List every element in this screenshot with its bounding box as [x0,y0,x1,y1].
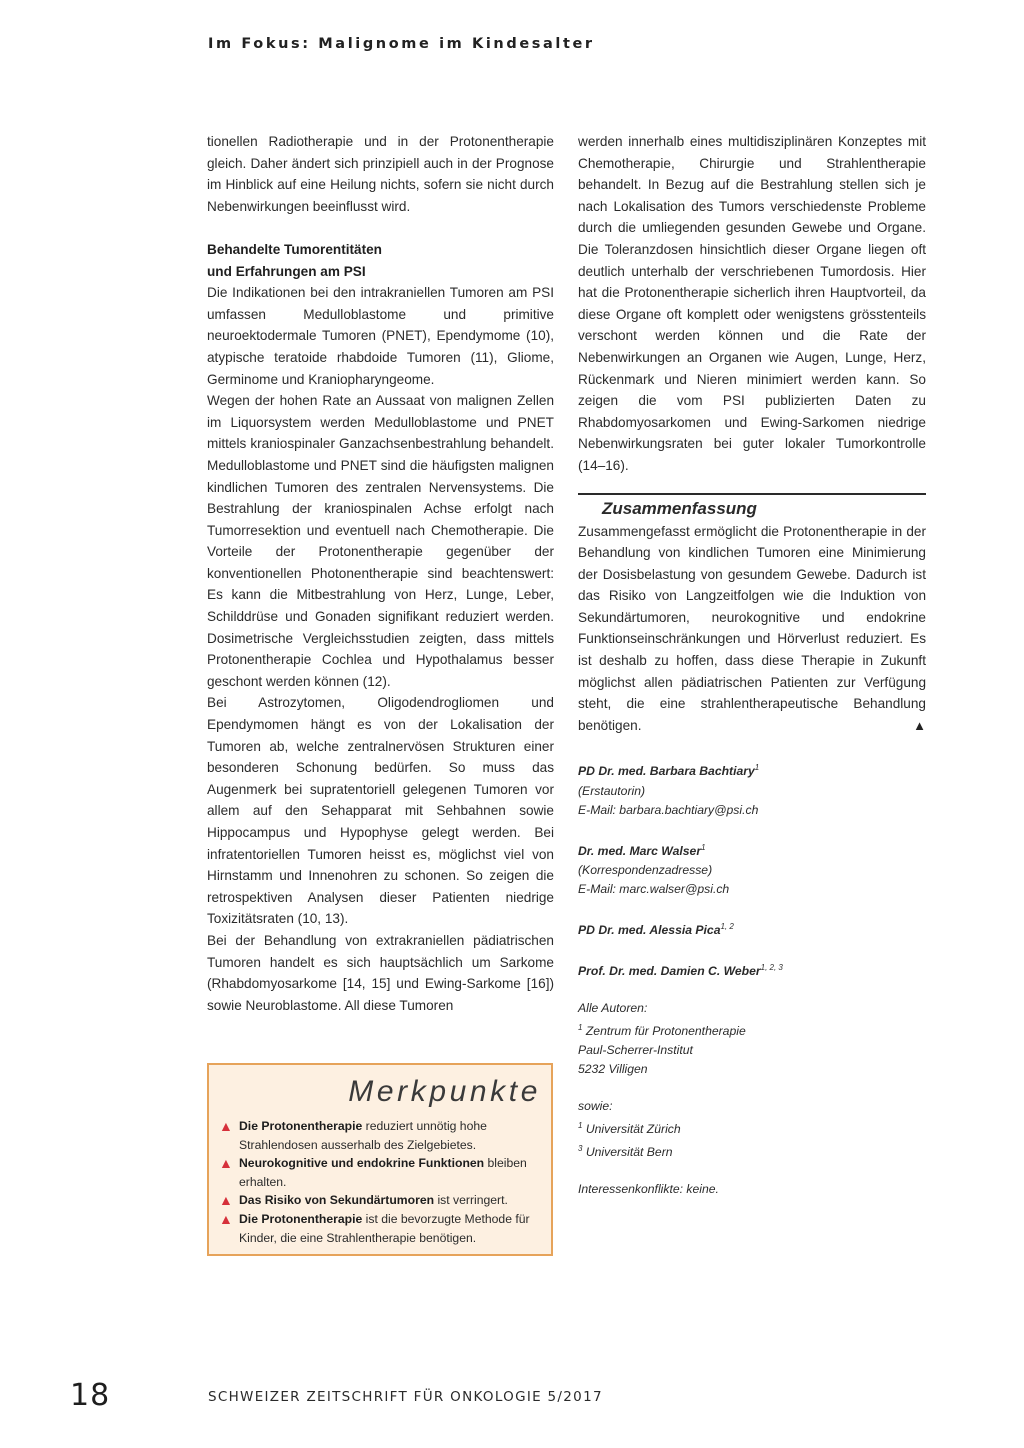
author-name: Prof. Dr. med. Damien C. Weber [578,963,761,978]
author-block [578,758,926,819]
triangle-bullet-icon: ▲ [219,1155,233,1172]
author-superscript: 1 [701,842,706,852]
author-block [578,838,926,899]
key-point-bold: Die Protonentherapie [239,1211,363,1226]
left-column [207,131,554,1016]
author-superscript: 1, 2, 3 [760,962,783,972]
affiliation-block [578,999,926,1079]
affiliation-superscript: 1 [578,1022,583,1032]
key-point-bold: Das Risiko von Sekundärtumoren [239,1193,435,1208]
end-triangle-icon: ▲ [913,717,926,733]
right-column [578,131,926,1217]
affiliation-label: Alle Autoren: [578,1000,648,1015]
section-divider [578,493,926,495]
affiliation-name: Universität Zürich [585,1121,681,1136]
key-point-item [219,1210,541,1247]
section-heading-line2: und Erfahrungen am PSI [207,263,366,279]
affiliation-superscript: 3 [578,1143,583,1153]
author-email: E-Mail: barbara.bachtiary@psi.ch [578,802,759,817]
author-info [578,758,926,1198]
author-role: (Erstautorin) [578,783,646,798]
author-name: Dr. med. Marc Walser [578,843,702,858]
summary-paragraph [578,521,926,737]
page-number: 18 [70,1378,111,1413]
author-role: (Korrespondenzadresse) [578,862,713,877]
triangle-bullet-icon: ▲ [219,1118,233,1134]
affiliation-name: Zentrum für Protonentherapie [585,1023,746,1038]
triangle-bullet-icon: ▲ [219,1210,233,1227]
conflict-statement: Interessenkonflikte: keine. [578,1181,719,1196]
affiliation-city: 5232 Villigen [578,1061,648,1076]
body-paragraph: Die Indikationen bei den intrakraniellen Tumoren am PSI umfassen Medulloblastome und primitive neuroektodermale Tumoren (PNET), Ependymome (10), atypische teratoide rhabdoide Tumoren (11), Gliome, Germinome und Kraniopharyngeome. [207,285,554,387]
key-point-item [219,1117,541,1154]
running-head: Im Fokus: Malignome im Kindesalter [208,36,595,52]
section-heading [207,239,554,282]
triangle-bullet-icon: ▲ [219,1192,233,1209]
affiliation-label: sowie: [578,1098,613,1113]
body-paragraph: tionellen Radiotherapie und in der Protonentherapie gleich. Daher ändert sich prinzipiell auch in der Prognose im Hinblick auf eine Heilung nichts, sofern sie nicht durch Nebenwirkungen beeinflusst wird. [207,134,554,214]
affiliation-institute: Paul-Scherrer-Institut [578,1042,693,1057]
author-name: PD Dr. med. Alessia Pica [578,922,721,937]
key-point-item [219,1154,541,1191]
summary-heading: Zusammenfassung [602,498,757,518]
author-block [578,917,926,940]
body-paragraph: werden innerhalb eines multidisziplinären Konzeptes mit Chemotherapie, Chirurgie und Strahlentherapie behandelt. In Bezug auf die Bestrahlung stellen sich je nach Lokalisation des Tumors verschiedenste Probleme durch die umliegenden gesunden Gewebe und Organe. Die Toleranzdosen hinsichtlich dieser Organe liegen oft deutlich unterhalb der verschriebenen Tumordosis. Hier hat die Protonentherapie sicherlich ihren Hauptvorteil, da diese Organe oft komplett oder wenigstens grösstenteils verschont werden können und die Rate der Nebenwirkungen an Organen wie Augen, Lunge, Herz, Rückenmark und Nieren minimiert werden kann. So zeigen die vom PSI publizierten Daten zu Rhabdomyosarkomen und Ewing-Sarkomen niedrige Nebenwirkungsraten bei guter lokaler Tumorkontrolle (14–16). [578,134,926,473]
affiliation-superscript: 1 [578,1120,583,1130]
summary-text: Zusammengefasst ermöglicht die Protonentherapie in der Behandlung von kindlichen Tumoren eine Minimierung der Dosisbelastung von gesundem Gewebe. Dadurch ist das Risiko von Langzeitfolgen wie die Induktion von Sekundärtumoren, neurokognitive und endokrine Funktionseinschränkungen und Hörverlust reduziert. Es ist deshalb zu hoffen, dass diese Therapie in Zukunft möglichst allen pädiatrischen Patienten zur Verfügung steht, die eine strahlentherapeutische Behandlung benötigen. [578,523,926,733]
section-heading-line1: Behandelte Tumorentitäten [207,241,382,257]
key-point-item [219,1191,541,1210]
key-point-text: ist die bevorzugte Methode für Kinder, die eine Strahlentherapie benötigen. [239,1211,530,1245]
key-points-list [219,1117,541,1247]
author-superscript: 1, 2 [720,921,734,931]
journal-title: SCHWEIZER ZEITSCHRIFT FÜR ONKOLOGIE 5/2017 [208,1389,603,1405]
key-point-bold: Die Protonentherapie [239,1119,363,1133]
key-points-box [207,1063,553,1256]
author-name: PD Dr. med. Barbara Bachtiary [578,764,755,779]
key-point-bold: Neurokognitive und endokrine Funktionen [239,1156,485,1171]
affiliation-name: Universität Bern [585,1144,673,1159]
body-paragraph: Bei Astrozytomen, Oligodendrogliomen und Ependymomen hängt es von der Lokalisation der Tumoren ab, welche zentralnervösen Strukturen einer besonderen Schonung bedürfen. So muss das Augenmerk bei supratentoriell gelegenen Tumoren vor allem auf den Sehapparat mit Sehbahnen sowie Hippocampus und Hypophyse gelegt werden. Bei infratentoriellen Tumoren heisst es, möglichst viel von Hirnstamm und Innenohren zu schonen. So zeigen die retrospektiven Analysen dieser Patienten niedrige Toxizitätsraten (10, 13). [207,695,554,927]
key-point-text: reduziert unnötig hohe Strahlendosen ausserhalb des Zielgebietes. [239,1119,487,1152]
body-paragraph: Wegen der hohen Rate an Aussaat von malignen Zellen im Liquorsystem werden Medulloblastome und PNET mittels kraniospinaler Ganzachsenbestrahlung behandelt. Medulloblastome und PNET sind die häufigsten malignen kindlichen Tumoren des zentralen Nervensystems. Die Bestrahlung der kraniospinalen Achse erfolgt nach Tumorresektion und eventuell nach Chemotherapie. Die Vorteile der Protonentherapie gegenüber der konventionellen Photonentherapie sind beachtenswert: Es kann die Mitbestrahlung von Herz, Lunge, Leber, Schilddrüse und Gonaden signifikant reduziert werden. Dosimetrische Vergleichsstudien zeigten, dass mittels Protonentherapie Cochlea und Hypothalamus besser geschont werden können (12). [207,393,554,689]
key-point-text: ist verringert. [434,1193,508,1208]
key-point-text: bleiben erhalten. [239,1156,527,1189]
body-paragraph: Bei der Behandlung von extrakraniellen pädiatrischen Tumoren handelt es sich hauptsächlich um Sarkome (Rhabdomyosarkome [14, 15] und Ewing-Sarkome [16]) sowie Neuroblastome. All diese Tumoren [207,932,554,1013]
author-block [578,958,926,981]
author-superscript: 1 [754,763,760,773]
affiliation-block [578,1097,926,1162]
author-email: E-Mail: marc.walser@psi.ch [578,881,730,896]
conflicts-block [578,1180,926,1199]
key-points-title: Merkpunkte [348,1075,541,1108]
